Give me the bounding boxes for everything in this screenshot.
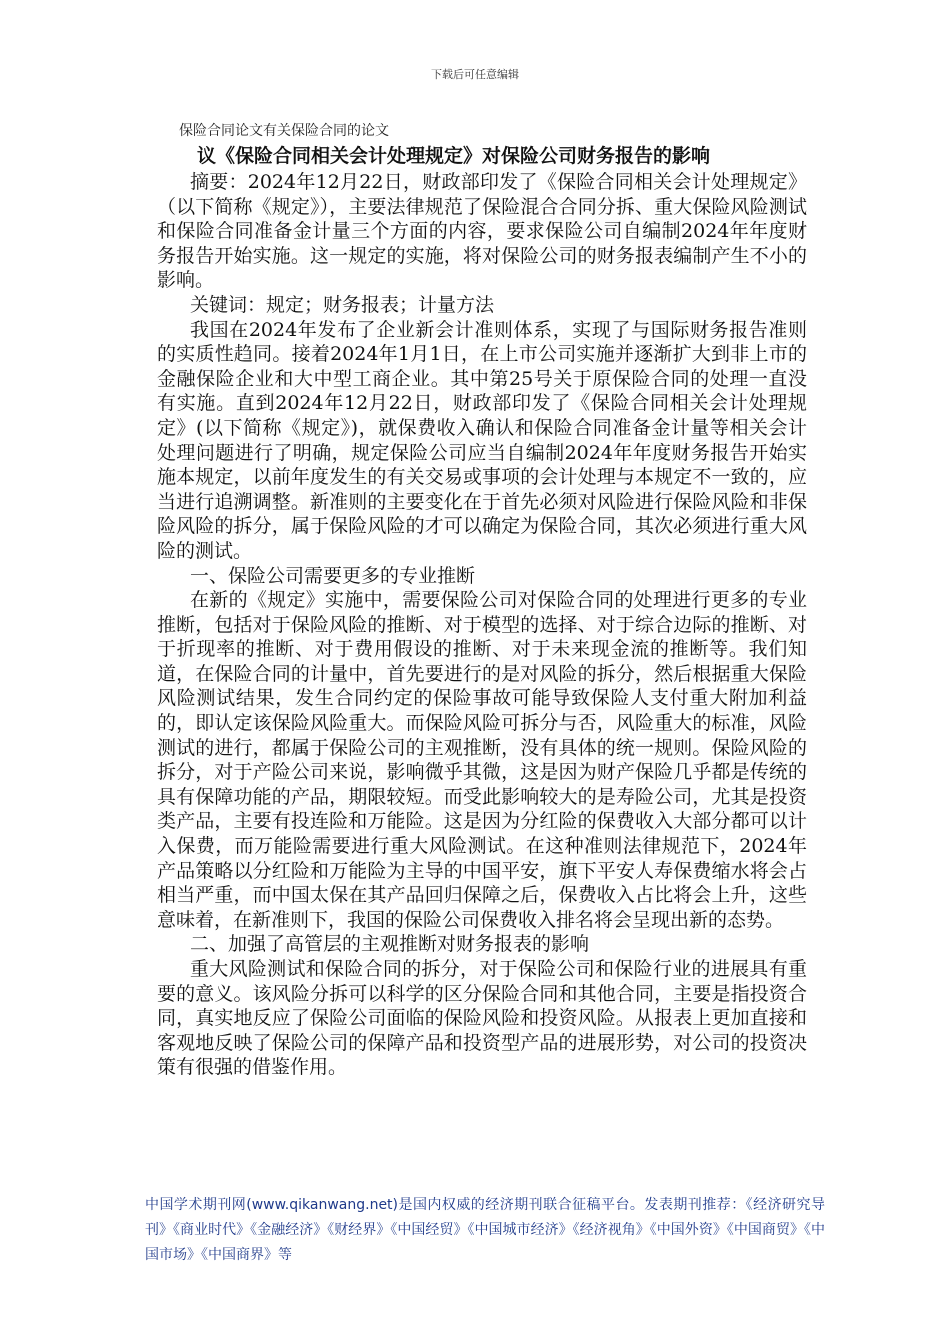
article-title: 议《保险合同相关会计处理规定》对保险公司财务报告的影响 — [197, 145, 711, 167]
section-2-paragraph: 重大风险测试和保险合同的拆分，对于保险公司和保险行业的进展具有重要的意义。该风险分拆可以科学的区分保险合同和其他合同，主要是指投资合同，真实地反应了保险公司面临的保险风险和投资风险。从报表上更加直接和客观地反映了保险公司的保障产品和投资型产品的进展形势，对公司的投资决策有很强的借鉴作用。 — [157, 958, 807, 1079]
section-1-heading: 一、保险公司需要更多的专业推断 — [190, 564, 476, 587]
document-body — [157, 120, 807, 1080]
intro-paragraph: 我国在2024年发布了企业新会计准则体系，实现了与国际财务报告准则的实质性趋同。接着2024年1月1日，在上市公司实施并逐渐扩大到非上市的金融保险企业和大中型工商企业。其中第25号关于原保险合同的处理一直没有实施。直到2024年12月22日，财政部印发了《保险合同相关会计处理规定》(以下简称《规定》)，就保费收入确认和保险合同准备金计量等相关会计处理问题进行了明确，规定保险公司应当自编制2024年年度财务报告开始实施本规定，以前年度发生的有关交易或事项的会计处理与本规定不一致的，应当进行追溯调整。新准则的主要变化在于首先必须对风险进行保险风险和非保险风险的拆分，属于保险风险的才可以确定为保险合同，其次必须进行重大风险的测试。 — [157, 318, 807, 562]
footer-promo: 中国学术期刊网(www.qikanwang.net)是国内权威的经济期刊联合征稿平台。发表期刊推荐：《经济研究导刊》《商业时代》《金融经济》《财经界》《中国经贸》《中国城市经济》《经济视角》《中国外资》《中国商贸》《中国市场》《中国商界》等 — [145, 1197, 825, 1263]
section-2-heading: 二、加强了高管层的主观推断对财务报表的影响 — [190, 933, 590, 956]
document-subject: 保险合同论文有关保险合同的论文 — [179, 123, 389, 139]
abstract-paragraph: 摘要：2024年12月22日，财政部印发了《保险合同相关会计处理规定》（以下简称《规定》），主要法律规范了保险混合合同分拆、重大保险风险测试和保险合同准备金计量三个方面的内容，要求保险公司自编制2024年年度财务报告开始实施。这一规定的实施，将对保险公司的财务报表编制产生不小的影响。 — [157, 171, 807, 292]
section-1-paragraph: 在新的《规定》实施中，需要保险公司对保险合同的处理进行更多的专业推断，包括对于保险风险的推断、对于模型的选择、对于综合边际的推断、对于折现率的推断、对于费用假设的推断、对于未来现金流的推断等。我们知道，在保险合同的计量中，首先要进行的是对风险的拆分，然后根据重大保险风险测试结果，发生合同约定的保险事故可能导致保险人支付重大附加利益的，即认定该保险风险重大。而保险风险可拆分与否，风险重大的标准，风险测试的进行，都属于保险公司的主观推断，没有具体的统一规则。保险风险的拆分，对于产险公司来说，影响微乎其微，这是因为财产保险几乎都是传统的具有保障功能的产品，期限较短。而受此影响较大的是寿险公司，尤其是投资类产品，主要有投连险和万能险。这是因为分红险的保费收入大部分都可以计入保费，而万能险需要进行重大风险测试。在这种准则法律规范下，2024年产品策略以分红险和万能险为主导的中国平安，旗下平安人寿保费缩水将会占相当严重，而中国太保在其产品回归保障之后，保费收入占比将会上升，这些意味着，在新准则下，我国的保险公司保费收入排名将会呈现出新的态势。 — [157, 589, 807, 931]
page-header-note: 下载后可任意编辑 — [431, 68, 519, 81]
keywords-line: 关键词：规定；财务报表；计量方法 — [190, 293, 495, 316]
